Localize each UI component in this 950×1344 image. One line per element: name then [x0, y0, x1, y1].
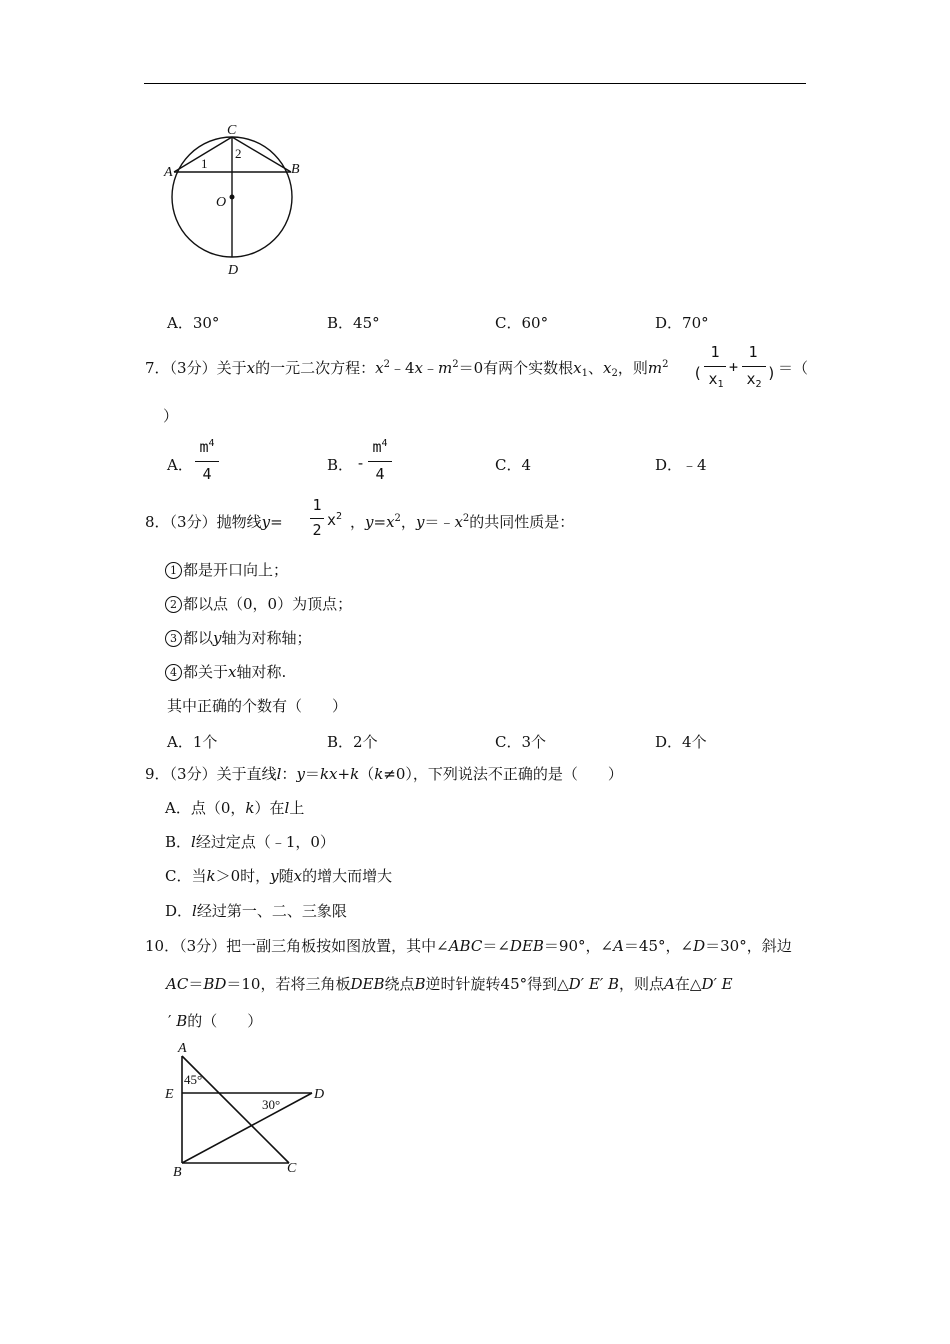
stem-text: （ — [359, 765, 375, 783]
label-d: D — [314, 1087, 325, 1102]
q8-option-d[interactable] — [655, 731, 707, 752]
q7-frac2-den: $x_2$ — [746, 370, 762, 390]
option-text: 经过第一、二、三象限 — [196, 902, 347, 920]
q8-option-b[interactable] — [327, 731, 378, 752]
item-text: 轴对称. — [236, 663, 287, 681]
stem-text: ′ — [168, 1012, 172, 1030]
option-letter: C． — [495, 456, 522, 474]
stem-text: ＝30°，斜边 — [705, 937, 792, 955]
var-x: x — [386, 513, 395, 531]
var-l: l — [276, 765, 282, 783]
q7-paren-right: ) — [767, 364, 777, 382]
stem-text: 抛物线 — [216, 513, 262, 531]
option-text: 的增大而增大 — [302, 867, 393, 885]
option-text: 45° — [353, 314, 380, 332]
option-text: 4个 — [682, 733, 707, 751]
var-y: y — [261, 513, 271, 531]
angle-1-label: 1 — [201, 156, 208, 171]
option-letter: A． — [167, 456, 193, 474]
var-x: x — [228, 663, 237, 681]
var-l: l — [192, 902, 197, 920]
stem-text: ，则点 — [619, 975, 665, 993]
var-l: l — [284, 799, 290, 817]
var-k: k — [245, 799, 255, 817]
label-a: A — [178, 1041, 187, 1056]
q8-item-4 — [165, 663, 286, 681]
question-score: （3分） — [169, 765, 217, 783]
var-x: x — [375, 359, 384, 377]
option-text: ）在 — [254, 799, 285, 817]
var-d-prime: D′ — [701, 975, 717, 993]
q8-frac-bar — [310, 518, 324, 519]
stem-text: = — [270, 513, 283, 531]
option-text: 点（0， — [190, 799, 246, 817]
q8-stem-end — [350, 513, 574, 531]
circled-number-2: 2 — [165, 596, 182, 613]
label-o: O — [216, 195, 227, 210]
var-b: B — [608, 975, 620, 993]
option-letter: D． — [165, 902, 193, 920]
angle-2-label: 2 — [235, 146, 242, 161]
circled-number-4: 4 — [165, 664, 182, 681]
var-k: k — [350, 765, 360, 783]
superscript: 2 — [662, 359, 669, 370]
q7-option-b[interactable] — [327, 454, 353, 475]
option-letter: A． — [165, 799, 191, 817]
q7-plus: + — [729, 358, 739, 376]
q8-stem-start — [145, 513, 283, 531]
stem-text: ＝ — [304, 765, 320, 783]
var-e-prime: E′ — [588, 975, 604, 993]
superscript: 2 — [462, 513, 470, 524]
option-letter: A． — [167, 733, 193, 751]
q7-option-a-num: $m^4$ — [199, 438, 215, 456]
option-letter: C． — [165, 867, 192, 885]
var-ac: AC — [166, 975, 189, 993]
question-score: （3分） — [179, 937, 227, 955]
q7-option-b-num: $m^4$ — [372, 438, 388, 456]
var-x: x — [293, 867, 303, 885]
var-deb: DEB — [350, 975, 385, 993]
q8-item-2 — [165, 595, 352, 613]
stem-text: ： — [281, 765, 297, 783]
option-letter: B． — [165, 833, 192, 851]
stem-text: 的一元二次方程： — [255, 359, 376, 377]
center-dot — [230, 195, 235, 200]
stem-text: 绕点 — [384, 975, 415, 993]
stem-text: ﹣ — [422, 359, 438, 377]
option-letter: B． — [327, 733, 354, 751]
stem-text: ，下列说法不正确的是（ ） — [412, 765, 623, 783]
q7-option-a-bar — [195, 461, 219, 462]
var-e: E — [721, 975, 733, 993]
q7-option-a[interactable] — [167, 454, 193, 475]
question-number: 7． — [145, 359, 170, 377]
stem-text: ＝∠ — [482, 937, 510, 955]
subscript: 1 — [581, 368, 588, 379]
triangle-figure — [160, 1036, 335, 1181]
var-m: m — [647, 359, 663, 377]
q8-frac-x: $x^2$ — [327, 511, 343, 529]
label-b: B — [291, 162, 300, 177]
q10-line-1 — [145, 937, 792, 955]
q7-option-b-bar — [368, 461, 392, 462]
stem-text: 、 — [587, 359, 603, 377]
var-d-prime: D′ — [568, 975, 585, 993]
subscript: 2 — [611, 368, 618, 379]
stem-text: ＝90°，∠ — [543, 937, 614, 955]
var-y: y — [415, 513, 425, 531]
stem-text: ，则 — [617, 359, 648, 377]
option-text: 30° — [192, 314, 220, 332]
var-y: y — [270, 867, 279, 885]
stem-text: 的（ ） — [187, 1012, 263, 1030]
option-letter: B． — [327, 314, 354, 332]
var-k: k — [206, 867, 216, 885]
q6-option-a[interactable] — [167, 312, 219, 333]
q7-frac1-bar — [704, 366, 726, 367]
question-number: 9． — [145, 765, 170, 783]
option-text: 60° — [521, 314, 549, 332]
stem-text: 把一副三角板按如图放置，其中∠ — [226, 937, 449, 955]
stem-text: ＝45°，∠ — [623, 937, 694, 955]
var-a: A — [613, 937, 624, 955]
option-letter: D． — [655, 456, 683, 474]
option-letter: C． — [495, 733, 522, 751]
option-letter: B． — [327, 456, 354, 474]
option-letter: A． — [167, 314, 193, 332]
option-text: 经过定点（﹣1，0） — [195, 833, 335, 851]
var-x2: x — [602, 359, 612, 377]
var-deb: DEB — [509, 937, 544, 955]
q7-option-c[interactable] — [495, 454, 531, 475]
q10-line-2 — [166, 975, 733, 993]
item-text: 都以点（0，0）为顶点； — [183, 595, 353, 613]
item-text: 都关于 — [183, 663, 229, 681]
stem-text: ， — [350, 513, 366, 531]
var-x: x — [454, 513, 463, 531]
var-y: y — [213, 629, 222, 647]
option-text: 上 — [289, 799, 305, 817]
label-b: B — [173, 1165, 182, 1180]
var-abc: ABC — [448, 937, 483, 955]
q7-option-b-den: 4 — [375, 465, 385, 483]
option-letter: D． — [655, 314, 683, 332]
circled-number-1: 1 — [165, 562, 182, 579]
q8-item-1 — [165, 561, 288, 579]
q10-line-3 — [168, 1012, 262, 1030]
q7-close-paren: ） — [163, 407, 179, 425]
stem-text: ＝﹣ — [424, 513, 455, 531]
stem-text: 的共同性质是： — [469, 513, 575, 531]
q7-stem: 7．（3分）关于x的一元二次方程：$x^2﹣4x﹣m^2=0$有两个实数根$x_1$、$x_2$，则$m^2$ — [145, 359, 669, 379]
q7-option-b-sign: - — [356, 454, 366, 472]
var-x1: x — [573, 359, 582, 377]
q7-paren-left: ( — [693, 364, 703, 382]
q9-stem — [145, 765, 623, 783]
var-l: l — [191, 833, 196, 851]
label-c: C — [227, 123, 237, 138]
var-bd: BD — [203, 975, 227, 993]
superscript: 2 — [394, 513, 401, 524]
q9-option-d[interactable] — [165, 902, 347, 920]
var-m: m — [437, 359, 453, 377]
stem-text: 在△ — [674, 975, 702, 993]
option-text: 随 — [278, 867, 294, 885]
q7-option-d[interactable] — [655, 454, 707, 475]
option-text: 4 — [521, 456, 532, 474]
q6-option-c[interactable] — [495, 312, 548, 333]
option-text: 2个 — [353, 733, 378, 751]
q8-item-3 — [165, 629, 312, 647]
option-letter: C． — [495, 314, 522, 332]
question-score: （3分） — [169, 513, 217, 531]
option-text: 当 — [191, 867, 207, 885]
label-c: C — [287, 1161, 297, 1176]
option-text: 3个 — [521, 733, 547, 751]
stem-text: ＝ — [188, 975, 204, 993]
q7-option-a-den: 4 — [202, 465, 212, 483]
stem-text: ﹣4 — [389, 359, 415, 377]
item-text: 都是开口向上； — [183, 561, 289, 579]
angle-45-label: 45° — [184, 1072, 203, 1087]
option-text: ＞0时， — [215, 867, 271, 885]
var-x: x — [246, 359, 256, 377]
q8-option-c[interactable] — [495, 731, 546, 752]
stem-text: ， — [400, 513, 416, 531]
stem-text: 关于直线 — [216, 765, 277, 783]
question-score: （3分） — [169, 359, 217, 377]
stem-text: = — [373, 513, 387, 531]
q6-option-d[interactable] — [655, 312, 709, 333]
q9-option-a[interactable] — [165, 799, 304, 817]
var-y: y — [365, 513, 374, 531]
q6-option-b[interactable] — [327, 312, 380, 333]
var-x: x — [414, 359, 423, 377]
stem-text: + — [337, 765, 351, 783]
q7-frac2-num: 1 — [748, 343, 758, 361]
stem-text: 逆时针旋转45°得到△ — [425, 975, 569, 993]
q7-frac1-num: 1 — [710, 343, 720, 361]
var-y: y — [296, 765, 305, 783]
option-text: ﹣4 — [682, 456, 707, 474]
circle-figure — [160, 118, 310, 283]
stem-text: ≠0） — [383, 765, 413, 783]
var-b: B — [414, 975, 426, 993]
question-number: 10． — [145, 937, 180, 955]
circled-number-3: 3 — [165, 630, 182, 647]
angle-30-label: 30° — [262, 1097, 281, 1112]
var-b: B — [176, 1012, 188, 1030]
label-d: D — [228, 263, 239, 278]
stem-text: 关于 — [216, 359, 247, 377]
q9-option-c[interactable] — [165, 867, 392, 885]
q7-equals: ＝（ — [778, 359, 809, 377]
item-text: 都以 — [183, 629, 214, 647]
label-e: E — [165, 1087, 174, 1102]
option-text: 1个 — [192, 733, 218, 751]
header-rule — [144, 83, 806, 84]
var-kx: kx — [319, 765, 338, 783]
stem-text: ＝10，若将三角板 — [226, 975, 351, 993]
var-a: A — [664, 975, 675, 993]
q9-option-b[interactable] — [165, 833, 335, 851]
segment-bd — [182, 1093, 312, 1163]
label-a: A — [164, 165, 173, 180]
var-k: k — [374, 765, 384, 783]
var-d: D — [693, 937, 706, 955]
q8-option-a[interactable] — [167, 731, 217, 752]
q8-frac-den: 2 — [312, 521, 322, 539]
item-text: 轴为对称轴； — [221, 629, 312, 647]
q7-frac2-bar — [742, 366, 766, 367]
q8-frac-num: 1 — [312, 496, 322, 514]
q8-question: 其中正确的个数有（ ） — [167, 697, 348, 715]
option-text: 70° — [682, 314, 709, 332]
stem-text: ＝0有两个实数根 — [458, 359, 574, 377]
question-number: 8． — [145, 513, 170, 531]
option-letter: D． — [655, 733, 683, 751]
q7-frac1-den: $x_1$ — [708, 370, 724, 390]
